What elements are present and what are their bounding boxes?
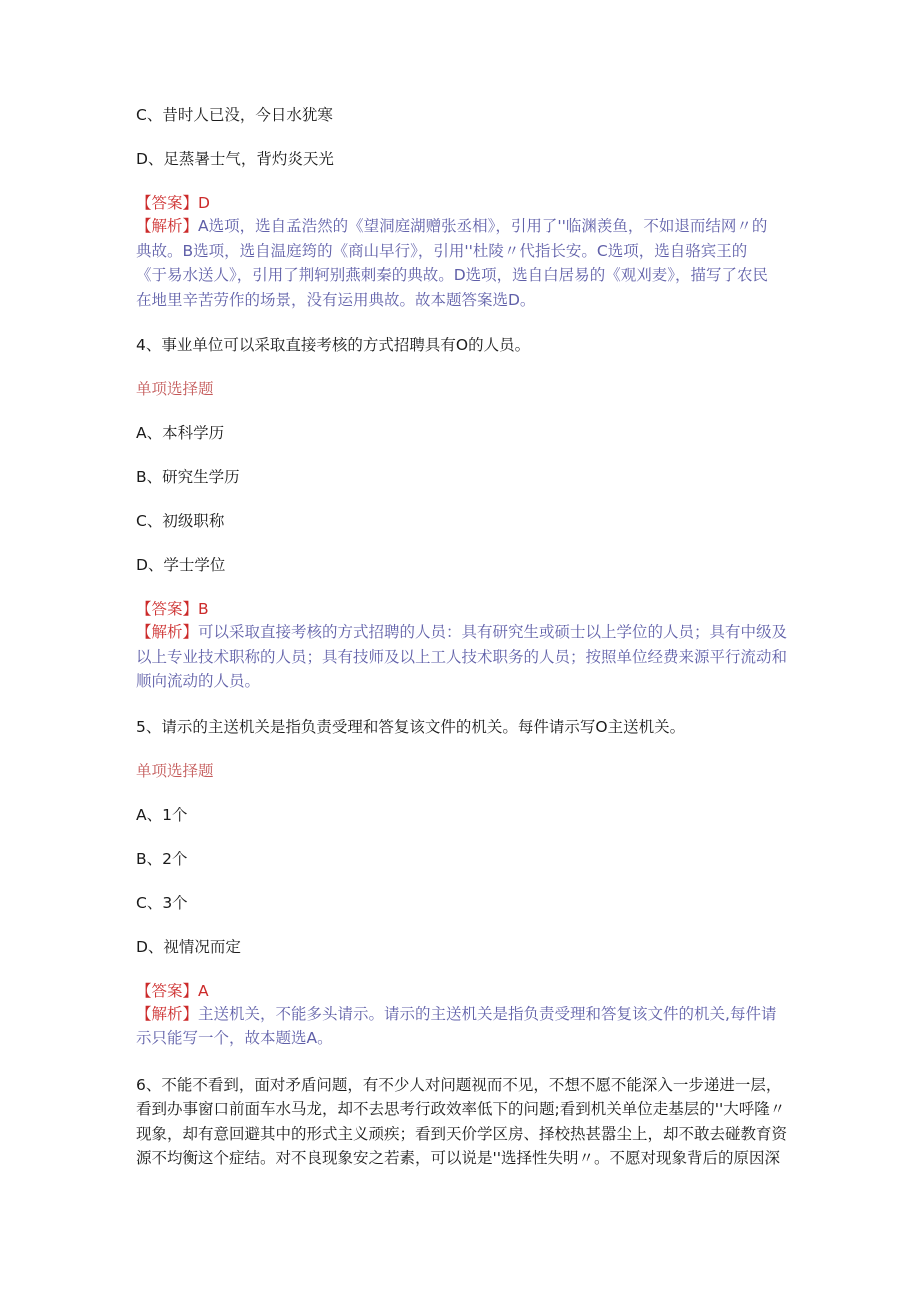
question-5: 5、请示的主送机关是指负责受理和答复该文件的机关。每件请示写O主送机关。: [136, 717, 686, 736]
answer-value: B: [198, 600, 209, 618]
analysis-line-1: 【解析】主送机关，不能多头请示。请示的主送机关是指负责受理和答复该文件的机关,每件请: [136, 1004, 777, 1023]
option-d: D、学士学位: [136, 556, 226, 574]
option-c: C、3个: [136, 893, 188, 912]
analysis-line-3: 顺向流动的人员。: [136, 672, 261, 690]
question-type: 单项选择题: [136, 380, 214, 398]
question-line-2: 看到办事窗口前面车水马龙，却不去思考行政效率低下的问题;看到机关单位走基层的''大呼隆〃: [136, 1100, 786, 1118]
analysis-line-2: 以上专业技术职称的人员；具有技师及以上工人技术职务的人员；按照单位经费来源平行流动和: [136, 647, 788, 666]
analysis: [136, 620, 788, 694]
option-b: B、2个: [136, 849, 188, 868]
analysis: [136, 1002, 788, 1051]
answer-block: [136, 192, 788, 312]
question-type: 单项选择题: [136, 761, 214, 780]
analysis-line-4: 在地里辛苦劳作的场景，没有运用典故。故本题答案选D。: [136, 290, 536, 309]
question-4: 4、事业单位可以采取直接考核的方式招聘具有O的人员。: [136, 336, 531, 354]
question-line-3: 现象，却有意回避其中的形式主义顽疾；看到天价学区房、择校热甚嚣尘上，却不敢去碰教育资: [136, 1124, 788, 1143]
answer-line: [136, 598, 788, 620]
answer-line: [136, 980, 788, 1002]
analysis: [136, 214, 788, 312]
question-6: [136, 1073, 788, 1171]
analysis-tag: 【解析】: [136, 623, 199, 641]
analysis-tag: 【解析】: [136, 217, 199, 235]
question-line-1: 6、不能不看到，面对矛盾问题，有不少人对问题视而不见，不想不愿不能深入一步递进一层，: [136, 1075, 782, 1094]
analysis-line-2: 典故。B选项，选自温庭筠的《商山早行》，引用''杜陵〃代指长安。C选项，选自骆宾王的: [136, 241, 748, 260]
question-line-4: 源不均衡这个症结。对不良现象安之若素，可以说是''选择性失明〃。不愿对现象背后的原因深: [136, 1149, 781, 1167]
analysis-tag: 【解析】: [136, 1004, 199, 1023]
analysis-line-1: 【解析】可以采取直接考核的方式招聘的人员：具有研究生或硕士以上学位的人员；具有中级及: [136, 623, 788, 641]
answer-value: D: [198, 194, 210, 212]
option-a: A、本科学历: [136, 424, 225, 442]
exam-page: [136, 104, 788, 1193]
analysis-line-1: 【解析】A选项，选自孟浩然的《望洞庭湖赠张丞相》，引用了''临渊羡鱼，不如退而结网〃的: [136, 217, 768, 235]
option-a: A、1个: [136, 805, 188, 824]
option-c: C、昔时人已没，今日水犹寒: [136, 106, 333, 124]
option-d: D、视情况而定: [136, 937, 241, 956]
analysis-line-3: 《于易水送人》，引用了荆轲别燕刺秦的典故。D选项，选自白居易的《观刈麦》，描写了农民: [136, 266, 768, 284]
answer-block: [136, 980, 788, 1051]
option-d: D、足蒸暑士气，背灼炎天光: [136, 150, 334, 168]
answer-tag: 【答案】: [136, 600, 199, 618]
option-b: B、研究生学历: [136, 468, 240, 486]
answer-tag: 【答案】: [136, 981, 199, 1000]
analysis-line-2: 示只能写一个，故本题选A。: [136, 1029, 333, 1047]
answer-tag: 【答案】: [136, 194, 199, 212]
answer-line: [136, 192, 788, 214]
option-c: C、初级职称: [136, 512, 225, 530]
answer-block: [136, 598, 788, 694]
answer-value: A: [198, 981, 209, 1000]
